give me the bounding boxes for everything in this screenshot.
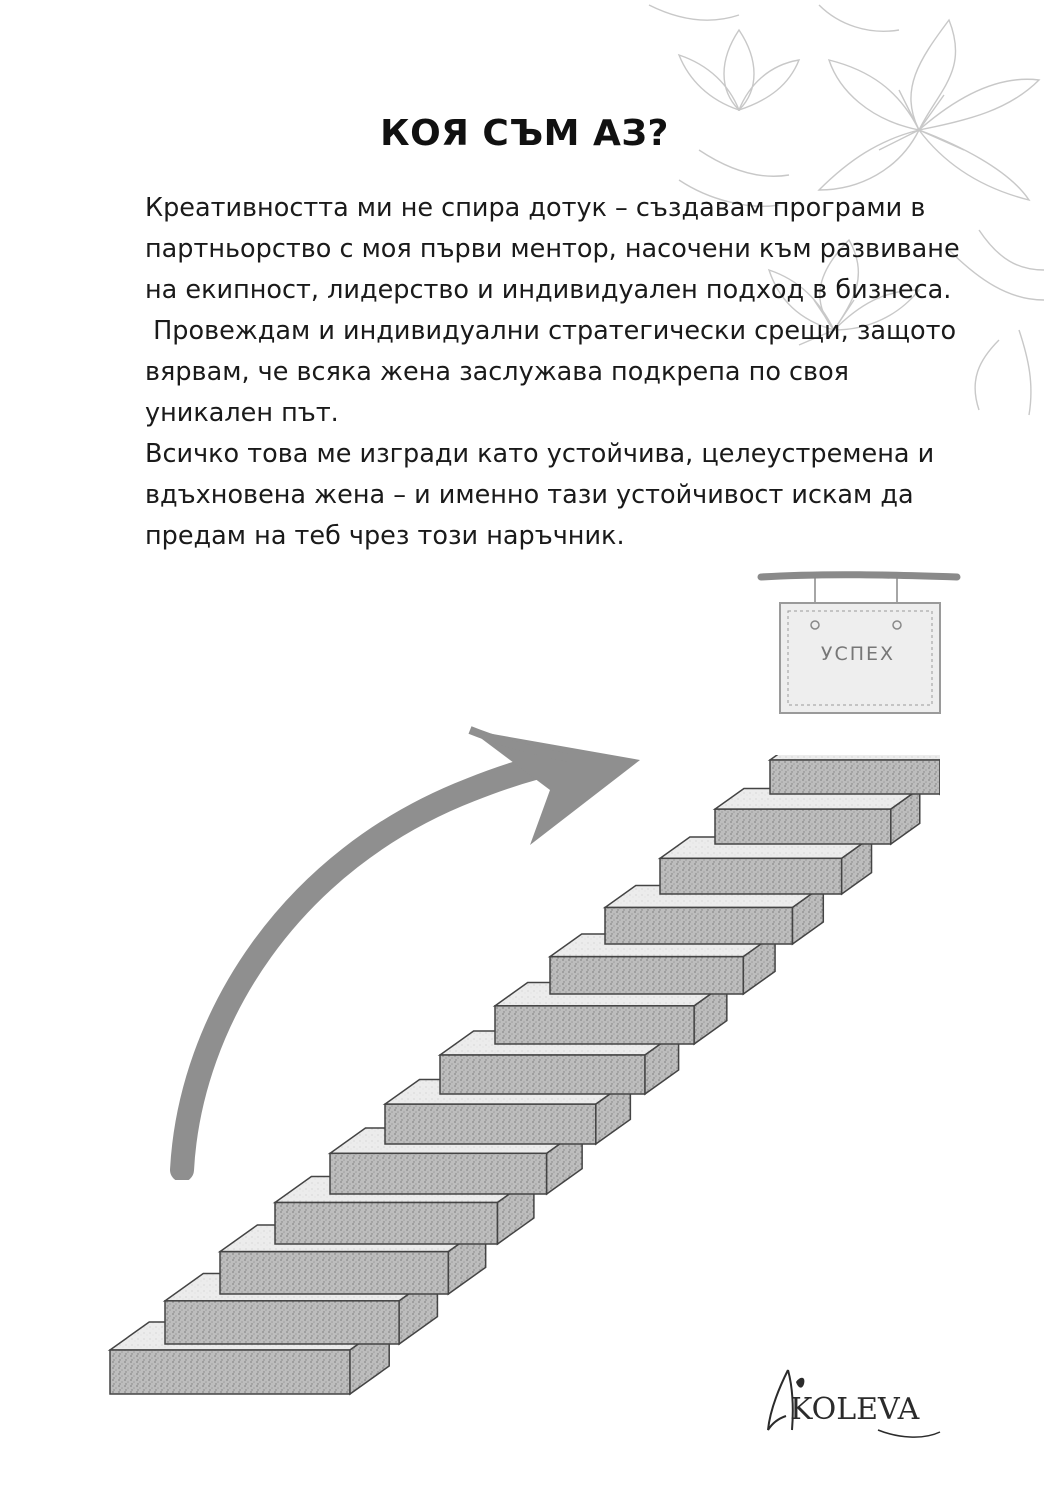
sign-label: УСПЕХ — [820, 643, 896, 665]
staircase-illustration — [100, 755, 940, 1405]
stair-step — [770, 755, 940, 794]
logo-text: KOLEVA — [790, 1392, 920, 1427]
paragraph-1: Креативността ми не спира дотук – създавам програми в партньорство с моя първи ментор, насочени към развиване на екипност, лидерство и индивидуален подход в бизнеса. — [145, 193, 968, 305]
stair-step — [660, 837, 872, 894]
page-title: КОЯ СЪМ АЗ? — [380, 113, 669, 154]
paragraph-2: Провеждам и индивидуални стратегически срещи, защото вярвам, че всяка жена заслужава подкрепа по своя уникален път. — [145, 316, 965, 428]
stair-step — [715, 789, 920, 845]
body-text — [145, 188, 975, 557]
paragraph-3: Всичко това ме изгради като устойчива, целеустремена и вдъхновена жена – и именно тази устойчивост искам да предам на теб чрез този наръчник. — [145, 439, 943, 551]
